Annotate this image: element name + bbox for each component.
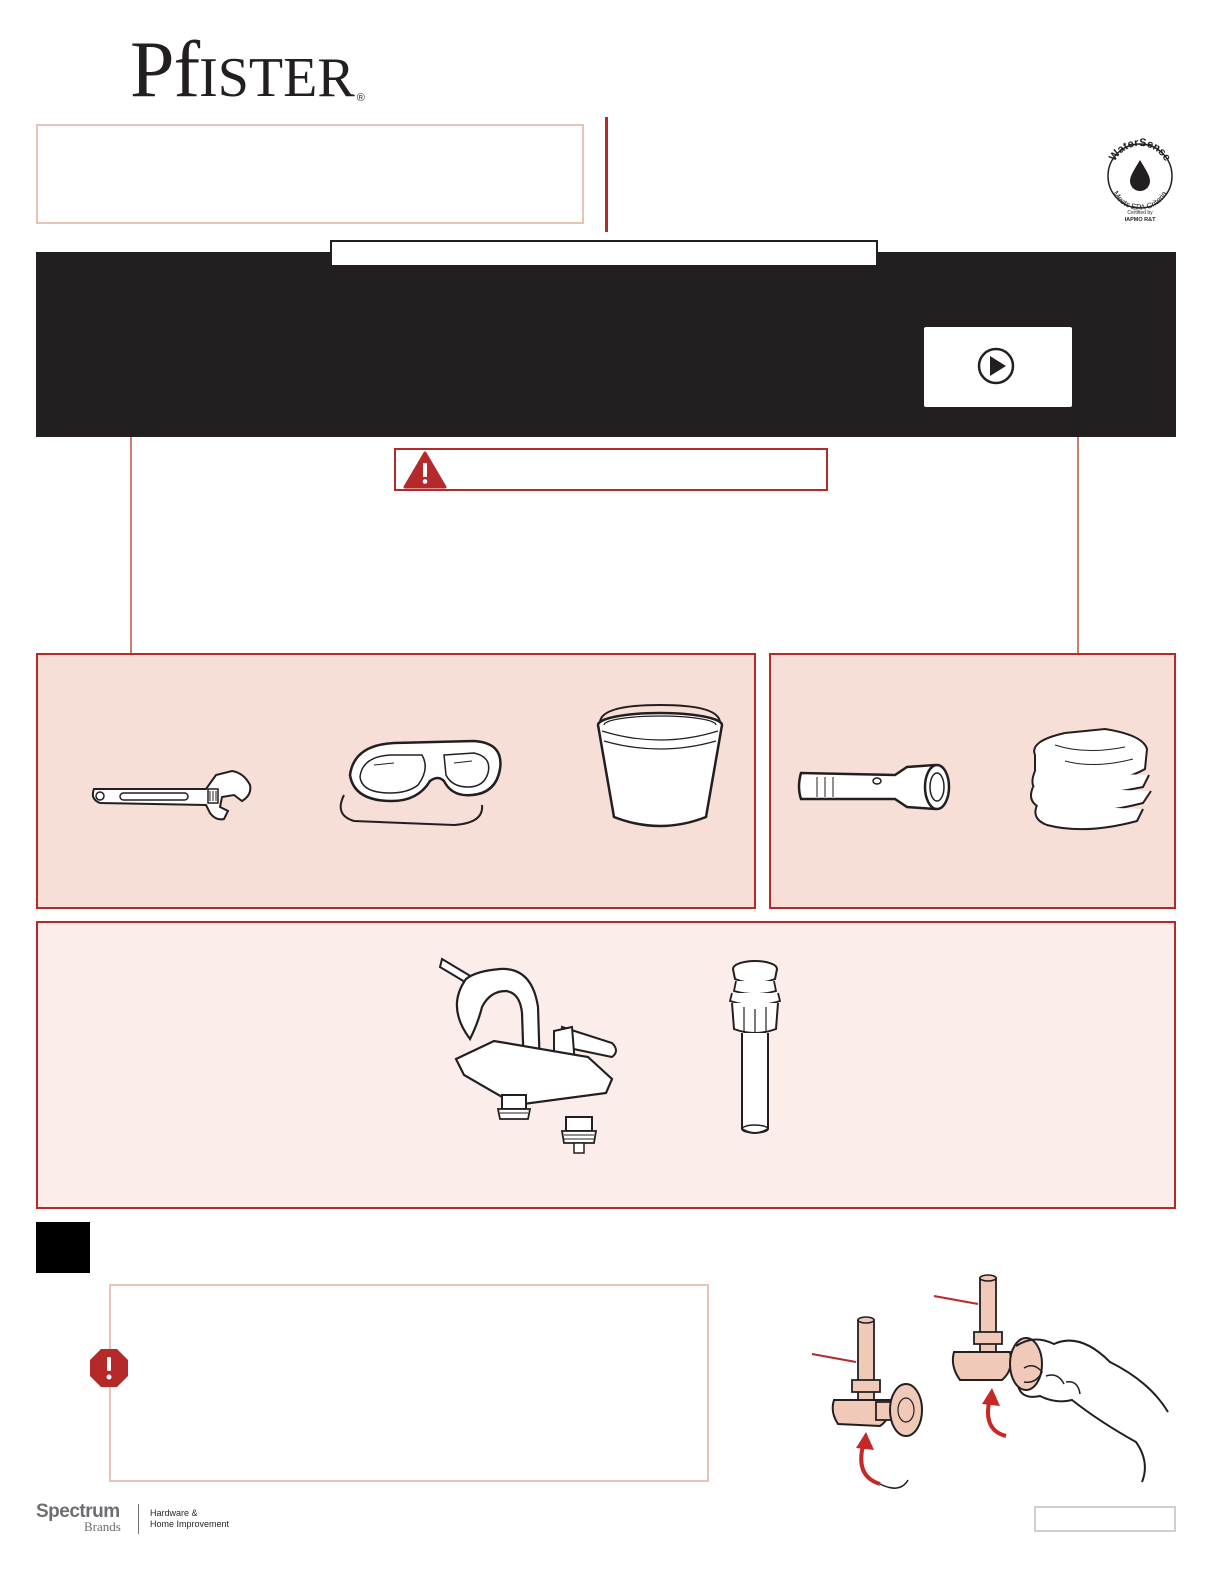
footer-company-logo <box>36 1502 236 1538</box>
company-name-sub: Brands <box>84 1519 121 1534</box>
watersense-seal <box>1100 138 1180 228</box>
model-info-box <box>36 124 584 224</box>
faucet-icon <box>436 947 636 1157</box>
watersense-certified: Certified by <box>1127 210 1153 216</box>
goggles-icon <box>334 735 514 835</box>
company-name: Spectrum <box>36 1501 120 1522</box>
svg-text:Meets EPA Criteria <box>1111 189 1169 212</box>
water-drop-icon <box>1130 160 1150 191</box>
header-divider <box>605 117 608 232</box>
svg-text:WaterSense <box>1107 137 1173 164</box>
towels-icon <box>1025 725 1155 845</box>
footer-divider <box>138 1504 139 1534</box>
play-icon <box>979 349 1013 383</box>
drain-icon <box>720 957 790 1147</box>
connector-left <box>130 437 132 653</box>
watersense-certifier: IAPMO R&T <box>1124 217 1156 223</box>
division-line-2: Home Improvement <box>150 1519 230 1529</box>
helpful-items-panel <box>769 653 1176 909</box>
step-number-block <box>36 1222 90 1273</box>
watersense-title: WaterSense <box>1107 136 1173 164</box>
division-line-1: Hardware & <box>150 1508 198 1518</box>
shutoff-valves-illustration <box>810 1272 1190 1502</box>
flashlight-icon <box>795 759 955 819</box>
watersense-criteria: Meets EPA Criteria <box>1111 189 1169 213</box>
brand-name-first: Pf <box>130 26 200 114</box>
caution-box <box>109 1284 709 1482</box>
caution-octagon-icon <box>89 1348 129 1388</box>
warning-triangle-icon <box>405 453 445 487</box>
bucket-icon <box>590 701 730 831</box>
tools-panel <box>36 653 756 909</box>
video-button[interactable] <box>924 327 1072 407</box>
wrench-icon <box>86 755 266 835</box>
brand-logo <box>130 26 400 114</box>
connector-right <box>1077 437 1079 653</box>
brand-name-rest: ISTER <box>199 47 355 109</box>
warning-box <box>394 448 828 491</box>
sku-box <box>1034 1506 1176 1532</box>
parts-panel <box>36 921 1176 1209</box>
title-tab <box>330 240 878 267</box>
registered-mark: ® <box>356 92 364 104</box>
